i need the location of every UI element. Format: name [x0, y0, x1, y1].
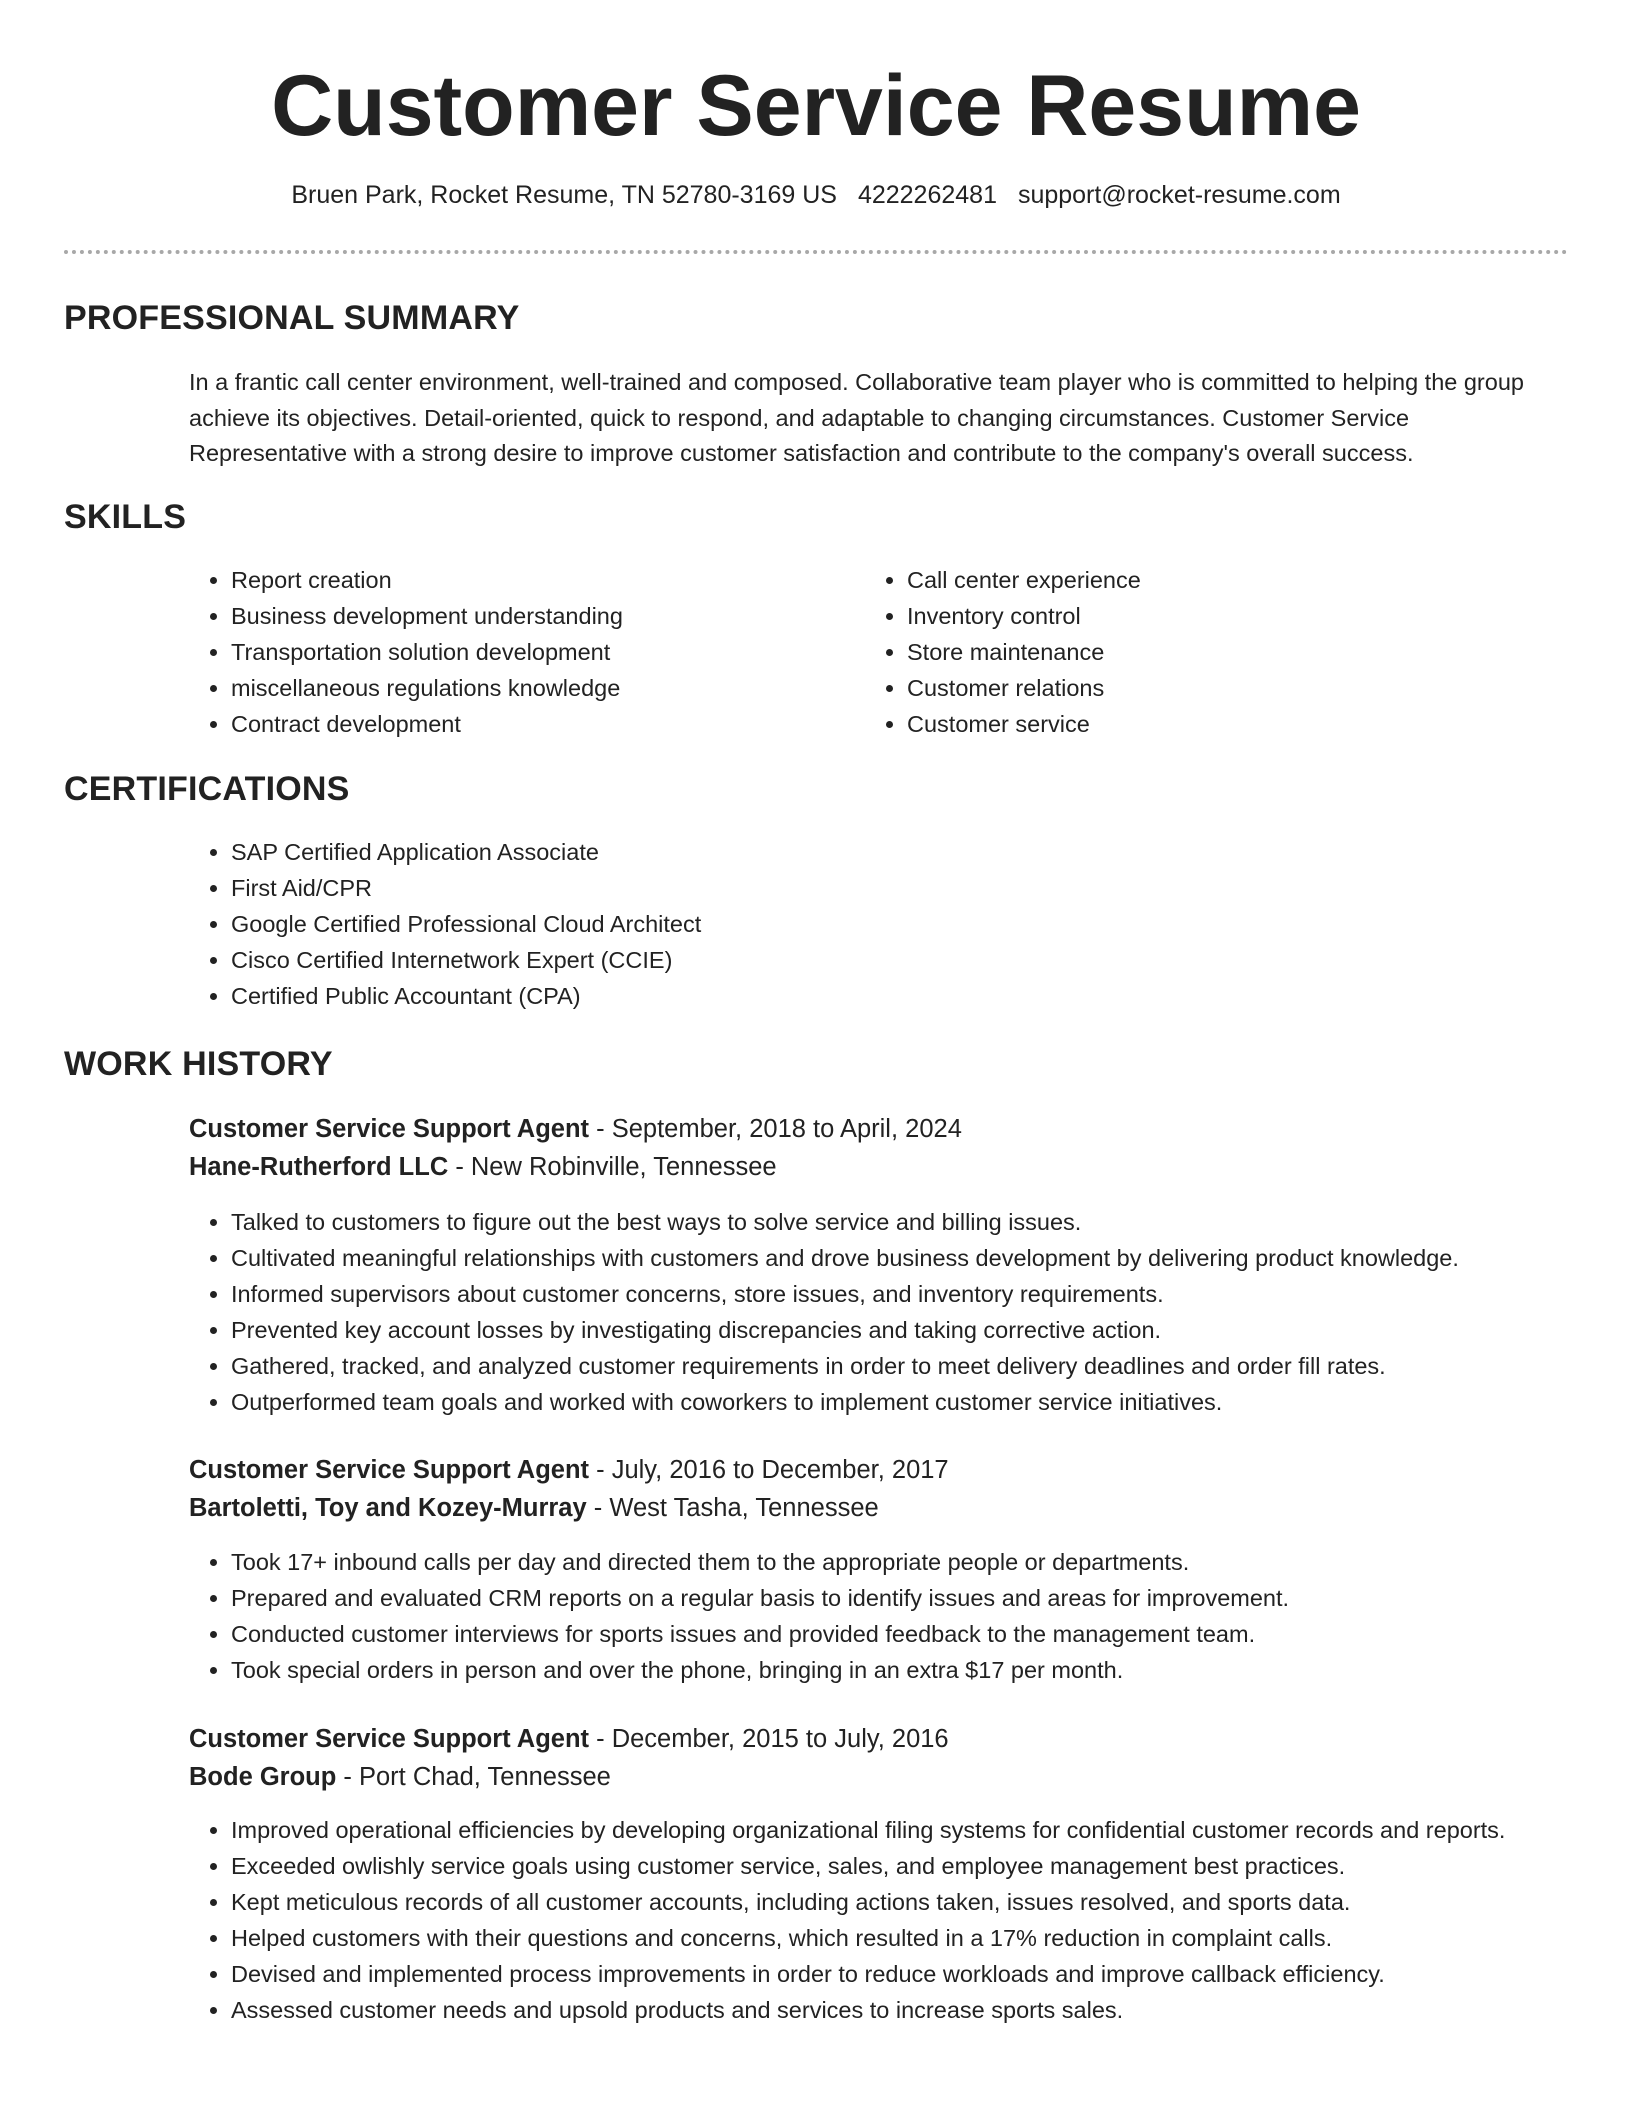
- job-title: Customer Service Support Agent: [189, 1725, 590, 1753]
- skill-item: • Customer relations: [907, 670, 1527, 706]
- job-bullets: [187, 1204, 1631, 1420]
- job-company: Hane-Rutherford LLC: [189, 1153, 449, 1181]
- job-bullet: • Outperformed team goals and worked with coworkers to implement customer service initiatives.: [231, 1384, 1631, 1420]
- job-dates: - September, 2018 to April, 2024: [589, 1115, 962, 1143]
- job-bullet: • Helped customers with their questions and concerns, which resulted in a 17% reduction in complaint calls.: [231, 1920, 1561, 1956]
- job-bullet: • Kept meticulous records of all customer accounts, including actions taken, issues resolved, and sports data.: [231, 1884, 1561, 1920]
- job-bullets: [187, 1544, 1631, 1688]
- certification-item: • Cisco Certified Internetwork Expert (CCIE): [231, 942, 1531, 978]
- skill-item: • Customer service: [907, 706, 1527, 742]
- job-bullet: • Talked to customers to figure out the best ways to solve service and billing issues.: [231, 1204, 1631, 1240]
- contact-phone: 4222262481: [857, 181, 997, 209]
- job-dates: - December, 2015 to July, 2016: [589, 1725, 949, 1753]
- job-bullet: • Devised and implemented process improvements in order to reduce workloads and improve callback efficiency.: [231, 1956, 1561, 1992]
- skill-item: • Call center experience: [907, 562, 1527, 598]
- job-bullets: [187, 1812, 1561, 2028]
- work-history-heading: WORK HISTORY: [64, 1045, 333, 1083]
- skill-item: • Transportation solution development: [231, 634, 851, 670]
- job-bullet: • Cultivated meaningful relationships with customers and drove business development by delivering product knowledge.: [231, 1240, 1631, 1276]
- job-title-line: [189, 1110, 962, 1148]
- job-bullet: • Informed supervisors about customer concerns, store issues, and inventory requirements.: [231, 1276, 1631, 1312]
- skill-item: • Store maintenance: [907, 634, 1527, 670]
- job-dates: - July, 2016 to December, 2017: [589, 1456, 949, 1484]
- certification-item: • First Aid/CPR: [231, 870, 1531, 906]
- job-bullet: • Took special orders in person and over the phone, bringing in an extra $17 per month.: [231, 1652, 1631, 1688]
- job-bullet: • Conducted customer interviews for sports issues and provided feedback to the management team.: [231, 1616, 1631, 1652]
- job-title-line: [189, 1720, 949, 1758]
- job-location: - Port Chad, Tennessee: [336, 1763, 611, 1791]
- contact-line: [0, 178, 1632, 212]
- skills-list-left: [187, 562, 851, 742]
- job-company-line: [189, 1758, 611, 1796]
- job-company: Bode Group: [189, 1763, 337, 1791]
- certification-item: • Google Certified Professional Cloud Architect: [231, 906, 1531, 942]
- job-title-line: [189, 1451, 949, 1489]
- contact-email: support@rocket-resume.com: [1017, 181, 1341, 209]
- summary-text: In a frantic call center environment, well-trained and composed. Collaborative team player who is committed to helping the group achieve its objectives. Detail-oriented, quick to respond, and adaptable to changing circumstances. Customer Service Representative with a strong desire to improve customer satisfaction and contribute to the company's overall success.: [189, 369, 1524, 466]
- certification-item: • SAP Certified Application Associate: [231, 834, 1531, 870]
- skill-item: • Report creation: [231, 562, 851, 598]
- job-location: - New Robinville, Tennessee: [448, 1153, 777, 1181]
- summary-heading: PROFESSIONAL SUMMARY: [64, 299, 520, 337]
- job-location: - West Tasha, Tennessee: [586, 1494, 879, 1522]
- job-bullet: • Took 17+ inbound calls per day and directed them to the appropriate people or departments.: [231, 1544, 1631, 1580]
- job-title: Customer Service Support Agent: [189, 1115, 590, 1143]
- job-bullet: • Assessed customer needs and upsold products and services to increase sports sales.: [231, 1992, 1561, 2028]
- job-title: Customer Service Support Agent: [189, 1456, 590, 1484]
- certification-item: • Certified Public Accountant (CPA): [231, 978, 1531, 1014]
- job-company: Bartoletti, Toy and Kozey-Murray: [189, 1494, 587, 1522]
- job-company-line: [189, 1148, 777, 1186]
- job-bullet: • Gathered, tracked, and analyzed customer requirements in order to meet delivery deadlines and order fill rates.: [231, 1348, 1631, 1384]
- skills-list-right: [863, 562, 1527, 742]
- job-bullet: • Prevented key account losses by investigating discrepancies and taking corrective action.: [231, 1312, 1631, 1348]
- skill-item: • miscellaneous regulations knowledge: [231, 670, 851, 706]
- skills-heading: SKILLS: [64, 498, 187, 536]
- job-bullet: • Improved operational efficiencies by developing organizational filing systems for confidential customer records and reports.: [231, 1812, 1561, 1848]
- header-divider: [64, 250, 1568, 254]
- resume-title: Customer Service Resume: [271, 58, 1361, 154]
- job-bullet: • Exceeded owlishly service goals using customer service, sales, and employee management best practices.: [231, 1848, 1561, 1884]
- skill-item: • Inventory control: [907, 598, 1527, 634]
- skill-item: • Business development understanding: [231, 598, 851, 634]
- job-company-line: [189, 1489, 879, 1527]
- skill-item: • Contract development: [231, 706, 851, 742]
- contact-address: Bruen Park, Rocket Resume, TN 52780-3169 US: [291, 181, 837, 209]
- job-bullet: • Prepared and evaluated CRM reports on a regular basis to identify issues and areas for improvement.: [231, 1580, 1631, 1616]
- certifications-list: [187, 834, 1531, 1014]
- certifications-heading: CERTIFICATIONS: [64, 770, 350, 808]
